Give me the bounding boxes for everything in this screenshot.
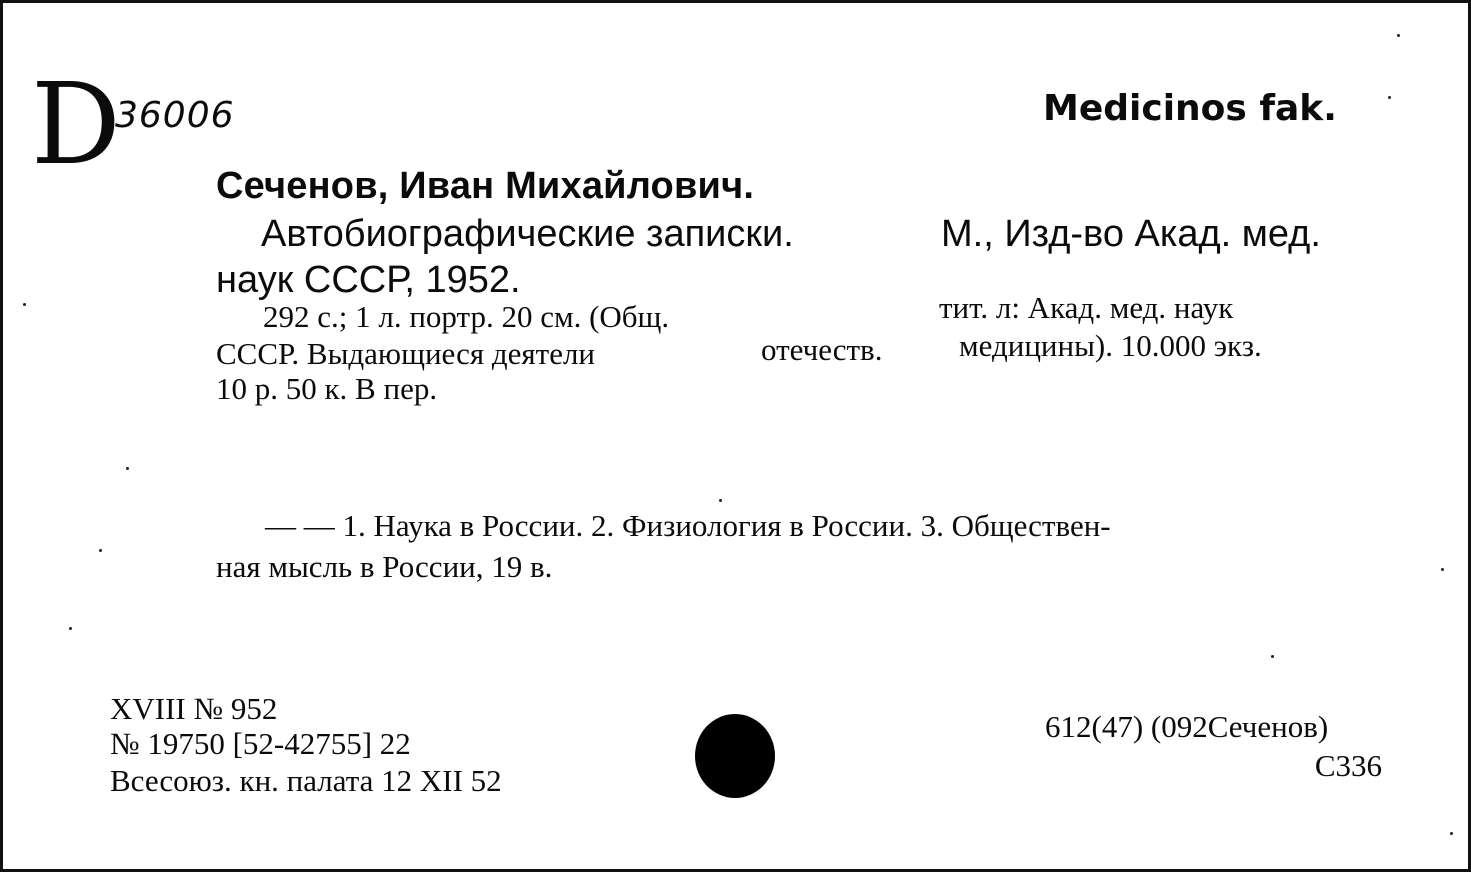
footer-chamber-date: Всесоюз. кн. палата 12 XII 52	[110, 763, 502, 798]
call-letter: D	[31, 60, 121, 190]
imprint-place-publisher: М., Изд-во Акад. мед.	[941, 213, 1321, 255]
price-binding: 10 р. 50 к. В пер.	[216, 371, 438, 406]
footer-series-number: XVIII № 952	[110, 691, 278, 726]
collation-line-1-right: тит. л: Акад. мед. наук	[939, 290, 1234, 325]
scan-speck	[1388, 96, 1391, 99]
subject-headings-line-1: — — 1. Наука в России. 2. Физиология в России. 3. Обществен-	[265, 508, 1111, 543]
scan-speck	[1271, 655, 1274, 658]
cutter-number: С336	[1314, 748, 1382, 783]
collation-line-2-right: медицины). 10.000 экз.	[959, 328, 1262, 363]
imprint-publisher-year: наук СССР, 1952.	[216, 259, 521, 301]
punch-hole	[695, 714, 775, 798]
scan-speck	[69, 627, 72, 630]
scan-speck	[719, 499, 722, 502]
scan-speck	[99, 549, 102, 552]
author-heading: Сеченов, Иван Михайлович.	[216, 165, 755, 207]
faculty-stamp: Medicinos fak.	[1043, 88, 1337, 129]
call-number-handwritten: 36006	[115, 95, 235, 136]
scan-speck	[1397, 34, 1400, 37]
footer-order-number: № 19750 [52-42755] 22	[110, 726, 411, 761]
collation-line-1: 292 с.; 1 л. портр. 20 см. (Общ.	[263, 299, 670, 334]
subject-headings-line-2: ная мысль в России, 19 в.	[216, 549, 553, 584]
scan-speck	[23, 303, 26, 306]
scan-speck	[1450, 832, 1453, 835]
book-title: Автобиографические записки.	[261, 213, 794, 255]
collation-line-2-middle: отечеств.	[761, 332, 883, 367]
collation-line-2: СССР. Выдающиеся деятели	[216, 336, 596, 371]
scan-speck	[1441, 568, 1444, 571]
scan-speck	[126, 467, 129, 470]
udc-classification: 612(47) (092Сеченов)	[1045, 709, 1329, 744]
